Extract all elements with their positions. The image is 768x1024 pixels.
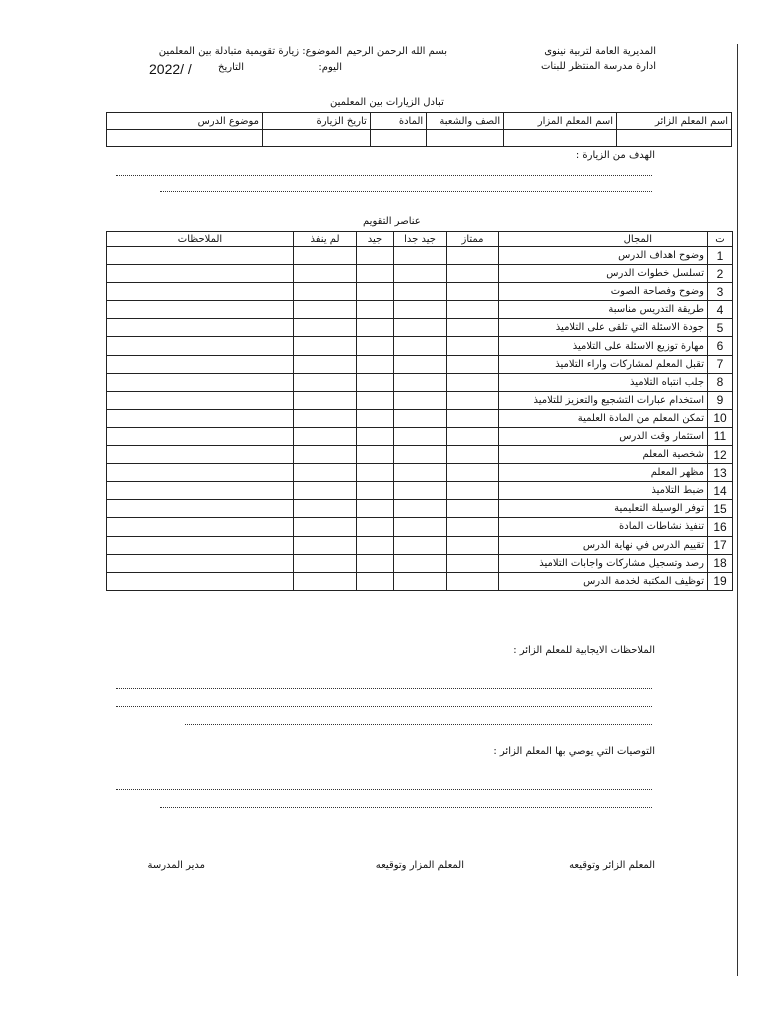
notes-cell[interactable] xyxy=(107,409,294,427)
row-domain: طريقة التدريس مناسبة xyxy=(499,301,708,319)
notes-cell[interactable] xyxy=(107,536,294,554)
row-domain: رصد وتسجيل مشاركات واجابات التلاميذ xyxy=(499,554,708,572)
row-number: 14 xyxy=(708,482,733,500)
evaluation-row xyxy=(107,337,733,355)
rating-not-done-cell[interactable] xyxy=(294,572,357,590)
page-margin-line xyxy=(737,44,738,976)
col-subject: المادة xyxy=(370,113,426,130)
col-not-done: لم ينفذ xyxy=(294,232,357,247)
evaluation-header xyxy=(107,232,733,247)
rating-excellent-cell[interactable] xyxy=(447,391,499,409)
goal-line-1[interactable] xyxy=(116,175,652,176)
rating-excellent-cell[interactable] xyxy=(447,464,499,482)
date-value: 2022/ / xyxy=(149,61,192,77)
subject-cell[interactable] xyxy=(370,130,426,147)
rating-very-good-cell[interactable] xyxy=(394,355,447,373)
row-domain: وضوح اهداف الدرس xyxy=(499,247,708,265)
rating-good-cell[interactable] xyxy=(357,464,394,482)
rating-excellent-cell[interactable] xyxy=(447,247,499,265)
evaluation-row xyxy=(107,554,733,572)
positive-notes-label: الملاحظات الايجابية للمعلم الزائر : xyxy=(513,645,655,656)
rating-good-cell[interactable] xyxy=(357,409,394,427)
col-visited-name: اسم المعلم المزار xyxy=(504,113,617,130)
evaluation-row xyxy=(107,446,733,464)
notes-cell[interactable] xyxy=(107,301,294,319)
row-number: 9 xyxy=(708,391,733,409)
row-number: 3 xyxy=(708,283,733,301)
rating-excellent-cell[interactable] xyxy=(447,536,499,554)
rating-good-cell[interactable] xyxy=(357,572,394,590)
rating-not-done-cell[interactable] xyxy=(294,446,357,464)
class-section-cell[interactable] xyxy=(427,130,504,147)
row-domain: تسلسل خطوات الدرس xyxy=(499,265,708,283)
rating-very-good-cell[interactable] xyxy=(394,536,447,554)
rating-good-cell[interactable] xyxy=(357,554,394,572)
notes-cell[interactable] xyxy=(107,464,294,482)
document-subject: الموضوع: زيارة تقويمية متبادلة بين المعلمين xyxy=(158,46,342,57)
notes-cell[interactable] xyxy=(107,355,294,373)
evaluation-row xyxy=(107,391,733,409)
positive-notes-line-2[interactable] xyxy=(116,706,652,707)
lesson-topic-cell[interactable] xyxy=(107,130,263,147)
rating-very-good-cell[interactable] xyxy=(394,572,447,590)
row-domain: تمكن المعلم من المادة العلمية xyxy=(499,409,708,427)
evaluation-row xyxy=(107,482,733,500)
notes-cell[interactable] xyxy=(107,337,294,355)
positive-notes-line-1[interactable] xyxy=(116,688,652,689)
rating-very-good-cell[interactable] xyxy=(394,427,447,445)
rating-not-done-cell[interactable] xyxy=(294,482,357,500)
row-domain: تقييم الدرس في نهاية الدرس xyxy=(499,536,708,554)
row-number: 2 xyxy=(708,265,733,283)
row-number: 8 xyxy=(708,373,733,391)
row-domain: وضوح وفصاحة الصوت xyxy=(499,283,708,301)
rating-good-cell[interactable] xyxy=(357,427,394,445)
rating-very-good-cell[interactable] xyxy=(394,500,447,518)
basmala: بسم الله الرحمن الرحيم xyxy=(346,46,447,57)
evaluation-row xyxy=(107,373,733,391)
row-domain: استخدام عبارات التشجيع والتعزيز للتلاميذ xyxy=(499,391,708,409)
row-number: 5 xyxy=(708,319,733,337)
rating-good-cell[interactable] xyxy=(357,319,394,337)
rating-good-cell[interactable] xyxy=(357,337,394,355)
rating-very-good-cell[interactable] xyxy=(394,409,447,427)
rating-excellent-cell[interactable] xyxy=(447,283,499,301)
positive-notes-line-3[interactable] xyxy=(185,724,652,725)
row-domain: مهارة توزيع الاسئلة على التلاميذ xyxy=(499,337,708,355)
evaluation-table xyxy=(106,231,733,591)
row-domain: استثمار وقت الدرس xyxy=(499,427,708,445)
notes-cell[interactable] xyxy=(107,373,294,391)
col-number: ت xyxy=(708,232,733,247)
rating-excellent-cell[interactable] xyxy=(447,427,499,445)
rating-very-good-cell[interactable] xyxy=(394,464,447,482)
rating-not-done-cell[interactable] xyxy=(294,409,357,427)
rating-very-good-cell[interactable] xyxy=(394,391,447,409)
principal-signature-label: مدير المدرسة xyxy=(147,860,205,871)
visit-table-header xyxy=(107,113,732,130)
evaluation-row xyxy=(107,355,733,373)
evaluation-row xyxy=(107,283,733,301)
row-number: 12 xyxy=(708,446,733,464)
rating-not-done-cell[interactable] xyxy=(294,373,357,391)
row-domain: توظيف المكتبة لخدمة الدرس xyxy=(499,572,708,590)
notes-cell[interactable] xyxy=(107,427,294,445)
rating-good-cell[interactable] xyxy=(357,301,394,319)
col-visitor-name: اسم المعلم الزائر xyxy=(617,113,732,130)
rating-good-cell[interactable] xyxy=(357,265,394,283)
evaluation-row xyxy=(107,247,733,265)
row-domain: توفر الوسيلة التعليمية xyxy=(499,500,708,518)
row-number: 13 xyxy=(708,464,733,482)
row-number: 1 xyxy=(708,247,733,265)
rating-very-good-cell[interactable] xyxy=(394,554,447,572)
rating-excellent-cell[interactable] xyxy=(447,409,499,427)
notes-cell[interactable] xyxy=(107,265,294,283)
rating-very-good-cell[interactable] xyxy=(394,319,447,337)
rating-good-cell[interactable] xyxy=(357,446,394,464)
notes-cell[interactable] xyxy=(107,283,294,301)
rating-good-cell[interactable] xyxy=(357,391,394,409)
row-number: 4 xyxy=(708,301,733,319)
col-excellent: ممتاز xyxy=(447,232,499,247)
rating-not-done-cell[interactable] xyxy=(294,319,357,337)
rating-excellent-cell[interactable] xyxy=(447,518,499,536)
visit-date-cell[interactable] xyxy=(263,130,371,147)
row-number: 11 xyxy=(708,427,733,445)
visit-goal-label: الهدف من الزيارة : xyxy=(575,150,655,161)
notes-cell[interactable] xyxy=(107,500,294,518)
recommendations-line-2[interactable] xyxy=(160,807,652,808)
rating-excellent-cell[interactable] xyxy=(447,373,499,391)
rating-very-good-cell[interactable] xyxy=(394,247,447,265)
directorate-name: المديرية العامة لتربية نينوى xyxy=(544,46,656,57)
row-domain: ضبط التلاميذ xyxy=(499,482,708,500)
rating-very-good-cell[interactable] xyxy=(394,265,447,283)
rating-not-done-cell[interactable] xyxy=(294,337,357,355)
row-number: 17 xyxy=(708,536,733,554)
rating-very-good-cell[interactable] xyxy=(394,373,447,391)
visitor-name-cell[interactable] xyxy=(617,130,732,147)
visited-signature-label: المعلم المزار وتوقيعه xyxy=(375,860,464,871)
col-good: جيد xyxy=(357,232,394,247)
row-domain: مظهر المعلم xyxy=(499,464,708,482)
row-domain: تقبل المعلم لمشاركات واراء التلاميذ xyxy=(499,355,708,373)
rating-good-cell[interactable] xyxy=(357,536,394,554)
rating-not-done-cell[interactable] xyxy=(294,283,357,301)
notes-cell[interactable] xyxy=(107,554,294,572)
rating-excellent-cell[interactable] xyxy=(447,572,499,590)
recommendations-label: التوصيات التي يوصي بها المعلم الزائر : xyxy=(493,746,655,757)
rating-very-good-cell[interactable] xyxy=(394,482,447,500)
rating-excellent-cell[interactable] xyxy=(447,446,499,464)
notes-cell[interactable] xyxy=(107,391,294,409)
rating-very-good-cell[interactable] xyxy=(394,518,447,536)
row-number: 19 xyxy=(708,572,733,590)
col-very-good: جيد جدا xyxy=(394,232,447,247)
rating-not-done-cell[interactable] xyxy=(294,427,357,445)
rating-very-good-cell[interactable] xyxy=(394,446,447,464)
rating-good-cell[interactable] xyxy=(357,500,394,518)
row-number: 7 xyxy=(708,355,733,373)
visited-name-cell[interactable] xyxy=(504,130,617,147)
notes-cell[interactable] xyxy=(107,319,294,337)
rating-good-cell[interactable] xyxy=(357,373,394,391)
notes-cell[interactable] xyxy=(107,572,294,590)
evaluation-row xyxy=(107,265,733,283)
rating-excellent-cell[interactable] xyxy=(447,482,499,500)
rating-excellent-cell[interactable] xyxy=(447,301,499,319)
rating-excellent-cell[interactable] xyxy=(447,337,499,355)
col-lesson-topic: موضوع الدرس xyxy=(107,113,263,130)
evaluation-title: عناصر التقويم xyxy=(363,216,421,227)
evaluation-row xyxy=(107,319,733,337)
row-domain: جودة الاسئلة التي تلقى على التلاميذ xyxy=(499,319,708,337)
evaluation-row xyxy=(107,427,733,445)
row-number: 16 xyxy=(708,518,733,536)
rating-good-cell[interactable] xyxy=(357,247,394,265)
evaluation-row xyxy=(107,301,733,319)
goal-line-2[interactable] xyxy=(160,191,652,192)
col-notes: الملاحظات xyxy=(107,232,294,247)
evaluation-row xyxy=(107,464,733,482)
rating-not-done-cell[interactable] xyxy=(294,265,357,283)
rating-not-done-cell[interactable] xyxy=(294,247,357,265)
evaluation-row xyxy=(107,536,733,554)
rating-excellent-cell[interactable] xyxy=(447,319,499,337)
rating-not-done-cell[interactable] xyxy=(294,355,357,373)
visit-table-row xyxy=(107,130,732,147)
rating-not-done-cell[interactable] xyxy=(294,464,357,482)
notes-cell[interactable] xyxy=(107,518,294,536)
rating-good-cell[interactable] xyxy=(357,355,394,373)
rating-not-done-cell[interactable] xyxy=(294,554,357,572)
notes-cell[interactable] xyxy=(107,446,294,464)
rating-not-done-cell[interactable] xyxy=(294,391,357,409)
rating-not-done-cell[interactable] xyxy=(294,301,357,319)
col-domain: المجال xyxy=(499,232,708,247)
school-name: ادارة مدرسة المنتظر للبنات xyxy=(540,61,656,72)
rating-very-good-cell[interactable] xyxy=(394,301,447,319)
row-number: 15 xyxy=(708,500,733,518)
notes-cell[interactable] xyxy=(107,482,294,500)
evaluation-row xyxy=(107,409,733,427)
evaluation-row xyxy=(107,572,733,590)
rating-excellent-cell[interactable] xyxy=(447,265,499,283)
notes-cell[interactable] xyxy=(107,247,294,265)
row-domain: جلب انتباه التلاميذ xyxy=(499,373,708,391)
row-number: 18 xyxy=(708,554,733,572)
visitor-signature-label: المعلم الزائر وتوقيعه xyxy=(569,860,655,871)
row-number: 10 xyxy=(708,409,733,427)
rating-good-cell[interactable] xyxy=(357,518,394,536)
row-domain: شخصية المعلم xyxy=(499,446,708,464)
row-domain: تنفيذ نشاطات المادة xyxy=(499,518,708,536)
evaluation-row xyxy=(107,518,733,536)
rating-not-done-cell[interactable] xyxy=(294,518,357,536)
rating-not-done-cell[interactable] xyxy=(294,500,357,518)
rating-good-cell[interactable] xyxy=(357,482,394,500)
rating-excellent-cell[interactable] xyxy=(447,355,499,373)
col-visit-date: تاريخ الزيارة xyxy=(263,113,371,130)
date-label: التاريخ xyxy=(218,62,244,73)
col-class-section: الصف والشعبة xyxy=(427,113,504,130)
rating-excellent-cell[interactable] xyxy=(447,500,499,518)
rating-good-cell[interactable] xyxy=(357,283,394,301)
visit-table xyxy=(106,112,732,147)
recommendations-line-1[interactable] xyxy=(116,789,652,790)
day-label: اليوم: xyxy=(318,62,342,73)
rating-excellent-cell[interactable] xyxy=(447,554,499,572)
visit-table-title: تبادل الزيارات بين المعلمين xyxy=(330,97,444,108)
rating-very-good-cell[interactable] xyxy=(394,337,447,355)
rating-very-good-cell[interactable] xyxy=(394,283,447,301)
rating-not-done-cell[interactable] xyxy=(294,536,357,554)
row-number: 6 xyxy=(708,337,733,355)
evaluation-row xyxy=(107,500,733,518)
